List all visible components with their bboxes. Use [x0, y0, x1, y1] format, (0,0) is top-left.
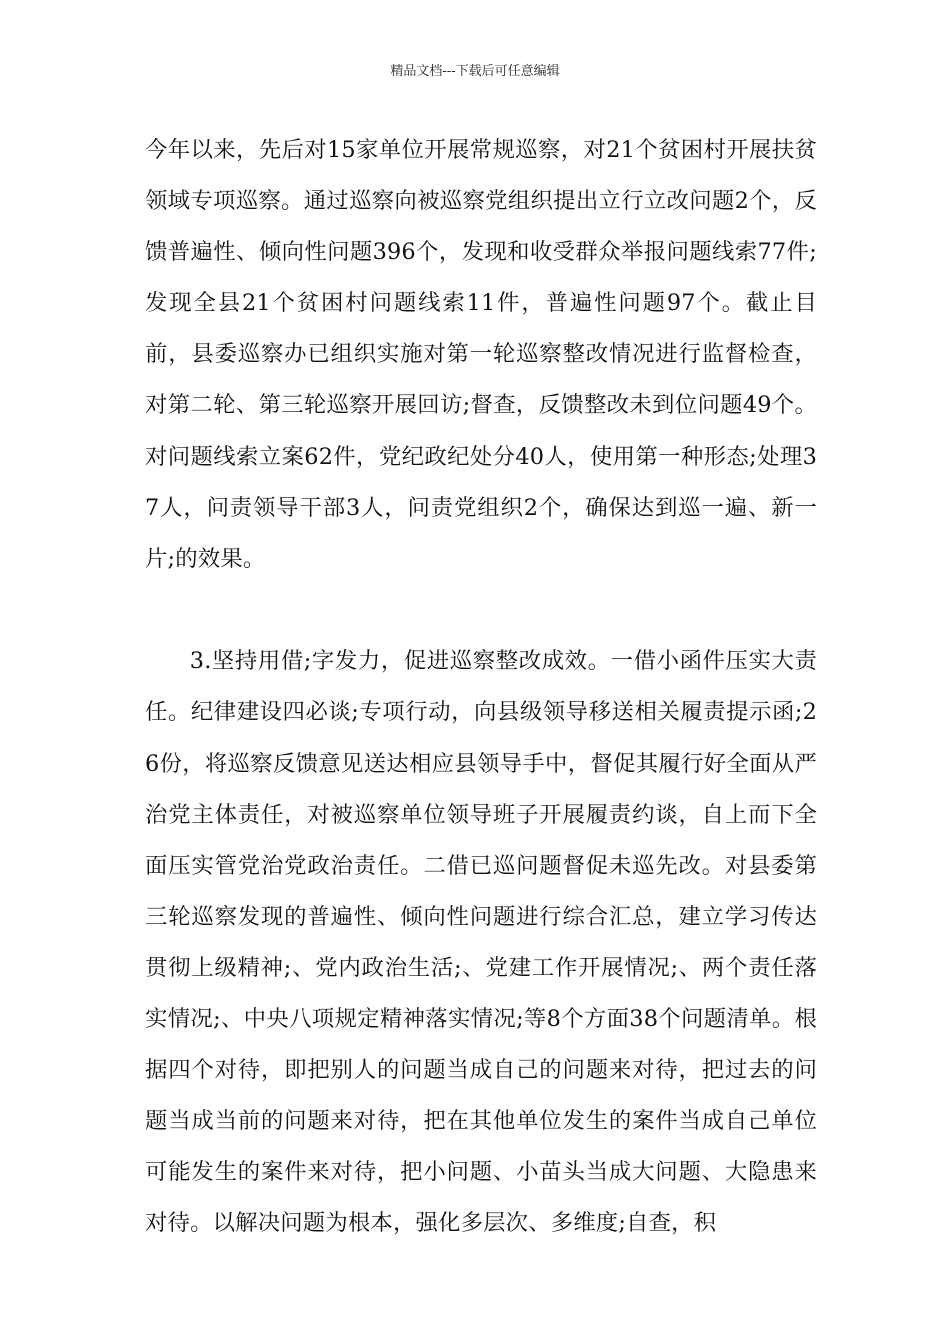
paragraph-inspection-results: 今年以来，先后对15家单位开展常规巡察，对21个贫困村开展扶贫领域专项巡察。通过巡察向被巡察党组织提出立行立改问题2个，反馈普遍性、倾向性问题396个，发现和收受群众举报问题线索77件;发现全县21个贫困村问题线索11件，普遍性问题97个。截止目前，县委巡察办已组织实施对第一轮巡察整改情况进行监督检查，对第二轮、第三轮巡察开展回访;督查，反馈整改未到位问题49个。对问题线索立案62件，党纪政纪处分40人，使用第一种形态;处理37人，问责领导干部3人，问责党组织2个，确保达到巡一遍、新一片;的效果。 [145, 137, 817, 572]
page-header: 精品文档---下载后可任意编辑 [390, 64, 560, 79]
document-body [145, 125, 817, 1249]
paragraph-rectification-measures: 3.坚持用借;字发力，促进巡察整改成效。一借小函件压实大责任。纪律建设四必谈;专项行动，向县级领导移送相关履责提示函;26份，将巡察反馈意见送达相应县领导手中，督促其履行好全面从严治党主体责任，对被巡察单位领导班子开展履责约谈，自上而下全面压实管党治党政治责任。二借已巡问题督促未巡先改。对县委第三轮巡察发现的普遍性、倾向性问题进行综合汇总，建立学习传达贯彻上级精神;、党内政治生活;、党建工作开展情况;、两个责任落实情况;、中央八项规定精神落实情况;等8个方面38个问题清单。根据四个对待，即把别人的问题当成自己的问题来对待，把过去的问题当成当前的问题来对待，把在其他单位发生的案件当成自己单位可能发生的案件来对待，把小问题、小苗头当成大问题、大隐患来对待。以解决问题为根本，强化多层次、多维度;自查，积 [145, 648, 817, 1237]
